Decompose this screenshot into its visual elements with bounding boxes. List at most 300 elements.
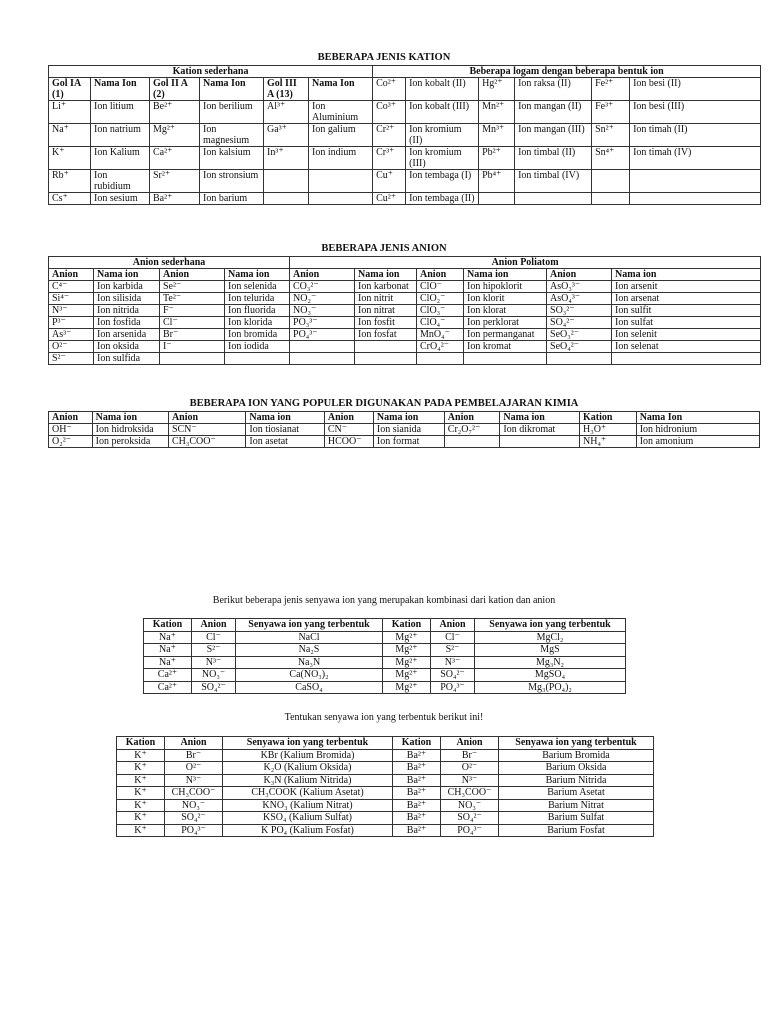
table-cell: K₂O (Kalium Oksida): [223, 762, 393, 775]
table-cell: Ba²⁺: [393, 824, 441, 837]
kation-table: [48, 65, 761, 205]
table-cell: Ion arsenida: [94, 329, 160, 341]
table-cell: Sn⁴⁺: [592, 147, 630, 170]
table-cell: CH₃COO⁻: [168, 436, 245, 448]
table-cell: K⁺: [117, 774, 165, 787]
table-cell: Cl⁻: [431, 631, 475, 644]
table-cell: Ion oksida: [94, 341, 160, 353]
table-cell: Ion fosfat: [355, 329, 417, 341]
table-cell: Ion arsenat: [612, 293, 761, 305]
table-cell: SO₄²⁻: [165, 812, 223, 825]
table-cell: Ion rubidium: [91, 170, 150, 193]
table-cell: [355, 353, 417, 365]
header-cell: Anion: [431, 619, 475, 632]
kation-title: BEBERAPA JENIS KATION: [317, 52, 451, 63]
table-cell: Co³⁺: [373, 101, 406, 124]
table-row: [144, 681, 626, 694]
table-cell: SO₄²⁻: [192, 681, 236, 694]
table-cell: P³⁻: [49, 317, 94, 329]
table-row: [117, 762, 654, 775]
table-cell: Ion nitrida: [94, 305, 160, 317]
table-cell: Ion fluorida: [225, 305, 290, 317]
table-cell: Cl⁻: [160, 317, 225, 329]
table-row: [117, 787, 654, 800]
table-row: [49, 341, 761, 353]
table-cell: Br⁻: [165, 749, 223, 762]
table-cell: Ion karbida: [94, 281, 160, 293]
table-cell: CH₃COO⁻: [441, 787, 499, 800]
table-cell: S²⁻: [192, 644, 236, 657]
table-cell: Ion tiosianat: [246, 424, 325, 436]
table-cell: Ion amonium: [636, 436, 759, 448]
table-cell: N³⁻: [49, 305, 94, 317]
table-cell: Ion permanganat: [464, 329, 547, 341]
table-cell: Ion nitrat: [355, 305, 417, 317]
table-cell: Ion kalsium: [200, 147, 264, 170]
table-cell: Ion nitrit: [355, 293, 417, 305]
table-cell: Ion galium: [309, 124, 373, 147]
header-cell: Anion: [444, 412, 500, 424]
table-cell: SO₄²⁻: [431, 669, 475, 682]
table-cell: [592, 193, 630, 205]
table-cell: Pb⁴⁺: [479, 170, 515, 193]
table-cell: Ba²⁺: [393, 749, 441, 762]
table-cell: AsO₄³⁻: [547, 293, 612, 305]
header-cell: Nama Ion: [91, 78, 150, 101]
table-cell: HCOO⁻: [324, 436, 373, 448]
table-cell: SeO₃²⁻: [547, 329, 612, 341]
table-cell: ClO⁻: [417, 281, 464, 293]
anion-group-poly: Anion Poliatom: [290, 257, 761, 269]
table-row: [49, 293, 761, 305]
table-cell: Ion mangan (II): [515, 101, 592, 124]
table-cell: O₂²⁻: [49, 436, 93, 448]
latihan-intro: Tentukan senyawa ion yang terbentuk berikut ini!: [284, 712, 484, 723]
header-cell: Kation: [383, 619, 431, 632]
table-cell: Na₃N: [236, 656, 383, 669]
header-cell: Anion: [192, 619, 236, 632]
contoh-intro: Berikut beberapa jenis senyawa ion yang merupakan kombinasi dari kation dan anion: [212, 595, 556, 606]
table-cell: Ion bromida: [225, 329, 290, 341]
header-cell: Anion: [290, 269, 355, 281]
table-cell: [417, 353, 464, 365]
table-cell: K⁺: [117, 799, 165, 812]
table-cell: Be²⁺: [150, 101, 200, 124]
header-cell: Ion raksa (II): [515, 78, 592, 101]
table-cell: Ga³⁺: [264, 124, 309, 147]
table-row: [49, 193, 761, 205]
table-cell: NH₄⁺: [580, 436, 637, 448]
table-cell: Sr²⁺: [150, 170, 200, 193]
header-cell: Anion: [417, 269, 464, 281]
header-cell: Anion: [49, 412, 93, 424]
table-cell: ClO₂⁻: [417, 293, 464, 305]
table-row: [144, 644, 626, 657]
table-cell: Ion sianida: [373, 424, 444, 436]
table-row: [117, 812, 654, 825]
table-cell: Cr²⁺: [373, 124, 406, 147]
table-cell: K⁺: [49, 147, 91, 170]
table-cell: [225, 353, 290, 365]
table-row: [49, 353, 761, 365]
table-cell: K⁺: [117, 812, 165, 825]
table-cell: MgSO₄: [475, 669, 626, 682]
table-cell: Mg₃(PO₄)₂: [475, 681, 626, 694]
table-cell: Li⁺: [49, 101, 91, 124]
table-row: [49, 329, 761, 341]
table-cell: Ion kromium (II): [406, 124, 479, 147]
table-cell: [612, 353, 761, 365]
header-cell: Nama Ion: [636, 412, 759, 424]
table-cell: [290, 353, 355, 365]
header-cell: Senyawa ion yang terbentuk: [475, 619, 626, 632]
table-cell: Ion dikromat: [500, 424, 580, 436]
table-row: [144, 669, 626, 682]
table-cell: NO₃⁻: [165, 799, 223, 812]
table-cell: H₃O⁺: [580, 424, 637, 436]
table-cell: Br⁻: [441, 749, 499, 762]
table-cell: Ba²⁺: [393, 799, 441, 812]
contoh-header-row: [144, 619, 626, 632]
table-cell: Ion sesium: [91, 193, 150, 205]
table-cell: [264, 170, 309, 193]
table-cell: Rb⁺: [49, 170, 91, 193]
table-cell: [309, 170, 373, 193]
kation-group-multi: Beberapa logam dengan beberapa bentuk ion: [373, 66, 761, 78]
header-cell: Kation: [393, 737, 441, 750]
table-cell: Barium Oksida: [499, 762, 654, 775]
header-cell: Anion: [165, 737, 223, 750]
table-cell: KNO₃ (Kalium Nitrat): [223, 799, 393, 812]
table-cell: Mg²⁺: [383, 669, 431, 682]
table-cell: KBr (Kalium Bromida): [223, 749, 393, 762]
header-cell: Gol II A (2): [150, 78, 200, 101]
table-cell: Cr³⁺: [373, 147, 406, 170]
table-cell: PO₄³⁻: [290, 329, 355, 341]
table-cell: Ion hidroksida: [92, 424, 168, 436]
header-cell: Nama Ion: [200, 78, 264, 101]
table-row: [49, 101, 761, 124]
table-cell: Ion kromium (III): [406, 147, 479, 170]
table-cell: MgCl₂: [475, 631, 626, 644]
table-cell: Na⁺: [144, 631, 192, 644]
table-cell: Ion timah (II): [630, 124, 761, 147]
table-cell: Barium Nitrida: [499, 774, 654, 787]
table-cell: [515, 193, 592, 205]
table-cell: Ion indium: [309, 147, 373, 170]
table-cell: Al³⁺: [264, 101, 309, 124]
table-cell: [290, 341, 355, 353]
table-cell: Ion besi (III): [630, 101, 761, 124]
table-cell: I⁻: [160, 341, 225, 353]
table-row: [49, 436, 760, 448]
table-cell: CO₃²⁻: [290, 281, 355, 293]
table-cell: Ion stronsium: [200, 170, 264, 193]
table-cell: K⁺: [117, 824, 165, 837]
header-cell: Nama ion: [373, 412, 444, 424]
header-cell: Nama ion: [246, 412, 325, 424]
table-cell: Ba²⁺: [393, 774, 441, 787]
header-cell: Nama ion: [92, 412, 168, 424]
kation-header-row: [49, 78, 761, 101]
header-cell: Kation: [144, 619, 192, 632]
table-cell: Ion selenit: [612, 329, 761, 341]
kation-body: [49, 101, 761, 205]
header-cell: Gol III A (13): [264, 78, 309, 101]
table-row: [144, 656, 626, 669]
header-cell: Anion: [49, 269, 94, 281]
table-cell: Na⁺: [144, 644, 192, 657]
table-cell: K₃N (Kalium Nitrida): [223, 774, 393, 787]
table-cell: Ion natrium: [91, 124, 150, 147]
table-cell: Ion fosfida: [94, 317, 160, 329]
table-cell: As³⁻: [49, 329, 94, 341]
table-cell: N³⁻: [165, 774, 223, 787]
table-cell: Ion litium: [91, 101, 150, 124]
table-cell: O²⁻: [165, 762, 223, 775]
table-cell: Se²⁻: [160, 281, 225, 293]
table-cell: Ion berilium: [200, 101, 264, 124]
table-cell: Ion telurida: [225, 293, 290, 305]
table-cell: PO₄³⁻: [441, 824, 499, 837]
table-row: [49, 147, 761, 170]
table-cell: Ion timah (IV): [630, 147, 761, 170]
table-cell: Te²⁻: [160, 293, 225, 305]
table-cell: In³⁺: [264, 147, 309, 170]
table-cell: [355, 341, 417, 353]
header-cell: Kation: [580, 412, 637, 424]
table-cell: Ion klorit: [464, 293, 547, 305]
table-cell: K⁺: [117, 749, 165, 762]
table-cell: [309, 193, 373, 205]
table-cell: Mn²⁺: [479, 101, 515, 124]
contoh-table: [143, 618, 626, 694]
table-cell: Ba²⁺: [393, 812, 441, 825]
table-cell: K⁺: [117, 787, 165, 800]
table-row: [49, 281, 761, 293]
table-cell: Ion silisida: [94, 293, 160, 305]
table-cell: Cr₂O₇²⁻: [444, 424, 500, 436]
populer-body: [49, 424, 760, 448]
table-row: [144, 631, 626, 644]
header-cell: Ion besi (II): [630, 78, 761, 101]
table-cell: Ba²⁺: [150, 193, 200, 205]
table-cell: Ion selenat: [612, 341, 761, 353]
table-row: [117, 799, 654, 812]
table-cell: Ion arsenit: [612, 281, 761, 293]
table-cell: Cs⁺: [49, 193, 91, 205]
table-cell: Ion klorat: [464, 305, 547, 317]
latihan-header-row: [117, 737, 654, 750]
header-cell: Nama ion: [225, 269, 290, 281]
header-cell: Gol IA (1): [49, 78, 91, 101]
table-cell: Ion tembaga (I): [406, 170, 479, 193]
table-cell: Ion kobalt (III): [406, 101, 479, 124]
table-cell: Mn³⁺: [479, 124, 515, 147]
table-cell: MnO₄⁻: [417, 329, 464, 341]
table-cell: N³⁻: [431, 656, 475, 669]
table-cell: O²⁻: [49, 341, 94, 353]
table-cell: Ion sulfit: [612, 305, 761, 317]
table-cell: S²⁻: [49, 353, 94, 365]
table-cell: Ion tembaga (II): [406, 193, 479, 205]
table-cell: [444, 436, 500, 448]
table-cell: Ion sulfida: [94, 353, 160, 365]
table-cell: Ca²⁺: [144, 681, 192, 694]
table-cell: SO₄²⁻: [547, 317, 612, 329]
table-cell: Ion selenida: [225, 281, 290, 293]
table-cell: K PO₄ (Kalium Fosfat): [223, 824, 393, 837]
header-cell: Hg²⁺: [479, 78, 515, 101]
table-row: [49, 305, 761, 317]
header-cell: Nama ion: [612, 269, 761, 281]
table-cell: NO₃⁻: [290, 305, 355, 317]
table-cell: N³⁻: [441, 774, 499, 787]
table-cell: Fe³⁺: [592, 101, 630, 124]
table-row: [49, 170, 761, 193]
populer-table: [48, 411, 760, 448]
table-cell: [500, 436, 580, 448]
table-cell: PO₄³⁻: [165, 824, 223, 837]
table-cell: Ion karbonat: [355, 281, 417, 293]
table-cell: PO₃³⁻: [290, 317, 355, 329]
table-cell: Mg²⁺: [150, 124, 200, 147]
table-row: [49, 124, 761, 147]
table-cell: MgS: [475, 644, 626, 657]
table-cell: [464, 353, 547, 365]
table-cell: Ion asetat: [246, 436, 325, 448]
header-cell: Anion: [324, 412, 373, 424]
table-cell: Si⁴⁻: [49, 293, 94, 305]
header-cell: Senyawa ion yang terbentuk: [223, 737, 393, 750]
table-cell: Ion Kalium: [91, 147, 150, 170]
table-row: [117, 749, 654, 762]
anion-table: [48, 256, 761, 365]
table-cell: CaSO₄: [236, 681, 383, 694]
table-cell: Ca²⁺: [144, 669, 192, 682]
table-cell: PO₄³⁻: [431, 681, 475, 694]
table-cell: Cu⁺: [373, 170, 406, 193]
table-cell: SCN⁻: [168, 424, 245, 436]
table-cell: NO₃⁻: [441, 799, 499, 812]
table-cell: Barium Fosfat: [499, 824, 654, 837]
table-cell: Ion klorida: [225, 317, 290, 329]
table-cell: [547, 353, 612, 365]
table-cell: Ba²⁺: [393, 787, 441, 800]
table-cell: Barium Nitrat: [499, 799, 654, 812]
header-cell: Anion: [547, 269, 612, 281]
table-cell: Cl⁻: [192, 631, 236, 644]
table-cell: K⁺: [117, 762, 165, 775]
header-cell: Anion: [160, 269, 225, 281]
table-cell: Ba²⁺: [393, 762, 441, 775]
table-cell: Ion hipoklorit: [464, 281, 547, 293]
table-cell: Cu²⁺: [373, 193, 406, 205]
header-cell: Nama ion: [464, 269, 547, 281]
header-cell: Nama ion: [355, 269, 417, 281]
table-cell: Ion timbal (IV): [515, 170, 592, 193]
table-cell: C⁴⁻: [49, 281, 94, 293]
latihan-body: [117, 749, 654, 837]
table-cell: AsO₃³⁻: [547, 281, 612, 293]
table-cell: [479, 193, 515, 205]
table-cell: Na⁺: [49, 124, 91, 147]
table-cell: OH⁻: [49, 424, 93, 436]
header-cell: Fe²⁺: [592, 78, 630, 101]
table-cell: CH₃COO⁻: [165, 787, 223, 800]
kation-group-simple: Kation sederhana: [49, 66, 373, 78]
table-cell: [264, 193, 309, 205]
table-cell: Pb²⁺: [479, 147, 515, 170]
table-cell: SeO₄²⁻: [547, 341, 612, 353]
table-cell: Ion kromat: [464, 341, 547, 353]
anion-title: BEBERAPA JENIS ANION: [321, 243, 447, 254]
table-cell: Ion perklorat: [464, 317, 547, 329]
table-cell: NO₂⁻: [290, 293, 355, 305]
populer-title: BEBERAPA ION YANG POPULER DIGUNAKAN PADA PEMBELAJARAN KIMIA: [189, 398, 579, 409]
table-cell: Mg₃N₂: [475, 656, 626, 669]
table-cell: Ion magnesium: [200, 124, 264, 147]
table-cell: KSO₄ (Kalium Sulfat): [223, 812, 393, 825]
table-cell: Barium Asetat: [499, 787, 654, 800]
table-cell: Ion fosfit: [355, 317, 417, 329]
anion-group-simple: Anion sederhana: [49, 257, 290, 269]
table-cell: NaCl: [236, 631, 383, 644]
table-cell: [592, 170, 630, 193]
contoh-body: [144, 631, 626, 694]
table-cell: Na⁺: [144, 656, 192, 669]
table-cell: SO₃²⁻: [547, 305, 612, 317]
table-cell: Mg²⁺: [383, 681, 431, 694]
table-cell: Barium Bromida: [499, 749, 654, 762]
table-cell: O²⁻: [441, 762, 499, 775]
header-cell: Anion: [441, 737, 499, 750]
populer-header-row: [49, 412, 760, 424]
header-cell: Anion: [168, 412, 245, 424]
table-cell: Ion peroksida: [92, 436, 168, 448]
table-cell: NO₃⁻: [192, 669, 236, 682]
anion-body: [49, 281, 761, 365]
header-cell: Ion kobalt (II): [406, 78, 479, 101]
table-cell: Ion Aluminium: [309, 101, 373, 124]
table-cell: Ion sulfat: [612, 317, 761, 329]
table-cell: [630, 170, 761, 193]
table-cell: [160, 353, 225, 365]
header-cell: Senyawa ion yang terbentuk: [499, 737, 654, 750]
table-row: [49, 317, 761, 329]
table-cell: CN⁻: [324, 424, 373, 436]
table-cell: Na₂S: [236, 644, 383, 657]
table-cell: ClO₄⁻: [417, 317, 464, 329]
table-cell: Ion hidronium: [636, 424, 759, 436]
table-cell: Ion iodida: [225, 341, 290, 353]
table-cell: Sn²⁺: [592, 124, 630, 147]
latihan-table: [116, 736, 654, 837]
table-cell: Br⁻: [160, 329, 225, 341]
table-cell: Barium Sulfat: [499, 812, 654, 825]
table-cell: F⁻: [160, 305, 225, 317]
table-cell: Ca²⁺: [150, 147, 200, 170]
table-row: [117, 774, 654, 787]
table-cell: Ion format: [373, 436, 444, 448]
table-cell: Ca(NO₃)₂: [236, 669, 383, 682]
table-cell: Mg²⁺: [383, 631, 431, 644]
table-cell: Ion timbal (II): [515, 147, 592, 170]
header-cell: Nama ion: [94, 269, 160, 281]
table-cell: Ion mangan (III): [515, 124, 592, 147]
table-row: [117, 824, 654, 837]
anion-header-row: [49, 269, 761, 281]
